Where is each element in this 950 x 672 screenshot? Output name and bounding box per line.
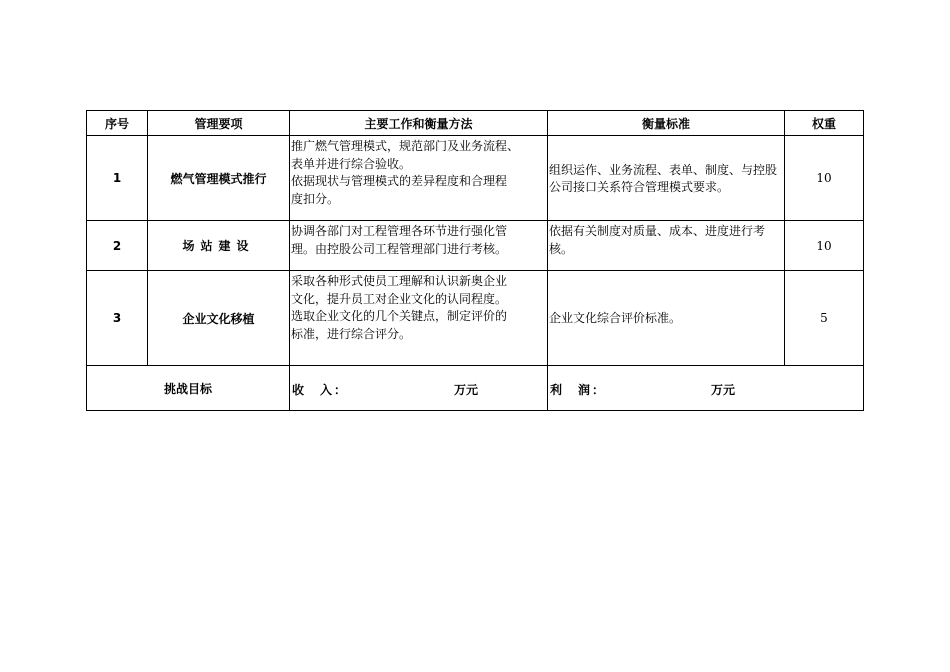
standard-line: 企业文化综合评价标准。 [549, 311, 682, 326]
method-line: 推广燃气管理模式，规范部门及业务流程、 [291, 139, 520, 153]
header-standard: 衡量标准 [548, 111, 785, 136]
table-row [87, 136, 864, 221]
row-weight: 10 [785, 136, 864, 221]
profit-cell [548, 366, 864, 411]
header-seq: 序号 [87, 111, 148, 136]
row-seq: 1 [87, 136, 148, 221]
header-row [87, 111, 864, 136]
method-line: 采取各种形式使员工理解和认识新奥企业 [291, 274, 508, 288]
method-line: 文化，提升员工对企业文化的认同程度。 [291, 291, 508, 306]
standard-line: 依据有关制度对质量、成本、进度进行考 [549, 224, 766, 238]
method-line: 表单并进行综合验收。 [291, 156, 412, 171]
standard-line: 核。 [549, 241, 574, 256]
kpi-table [86, 110, 864, 411]
method-line: 度扣分。 [291, 191, 340, 206]
table-row [87, 221, 864, 271]
method-line: 依据现状与管理模式的差异程度和合理程 [291, 174, 508, 188]
row-method [290, 221, 548, 271]
header-method: 主要工作和衡量方法 [290, 111, 548, 136]
row-seq: 2 [87, 221, 148, 271]
row-standard [548, 271, 785, 366]
profit-label: 利 润： [550, 383, 607, 397]
header-item: 管理要项 [148, 111, 290, 136]
row-item: 企业文化移植 [148, 271, 290, 366]
income-cell [290, 366, 548, 411]
method-line: 协调各部门对工程管理各环节进行强化管 [291, 224, 508, 238]
profit-unit: 万元 [711, 383, 736, 397]
table-row [87, 271, 864, 366]
income-label: 收 入： [292, 383, 349, 397]
row-item: 场站建设 [148, 221, 290, 271]
header-weight: 权重 [785, 111, 864, 136]
row-weight: 10 [785, 221, 864, 271]
method-line: 选取企业文化的几个关键点，制定评价的 [291, 309, 508, 323]
row-method [290, 271, 548, 366]
row-seq: 3 [87, 271, 148, 366]
method-line: 理。由控股公司工程管理部门进行考核。 [291, 241, 508, 256]
row-weight: 5 [785, 271, 864, 366]
row-standard [548, 221, 785, 271]
row-standard [548, 136, 785, 221]
method-line: 标准，进行综合评分。 [291, 326, 412, 341]
goal-row [87, 366, 864, 411]
row-item: 燃气管理模式推行 [148, 136, 290, 221]
income-unit: 万元 [454, 383, 479, 397]
standard-line: 组织运作、业务流程、表单、制度、与控股 [549, 162, 778, 177]
row-method [290, 136, 548, 221]
standard-line: 公司接口关系符合管理模式要求。 [549, 180, 730, 194]
goal-label: 挑战目标 [87, 366, 290, 411]
